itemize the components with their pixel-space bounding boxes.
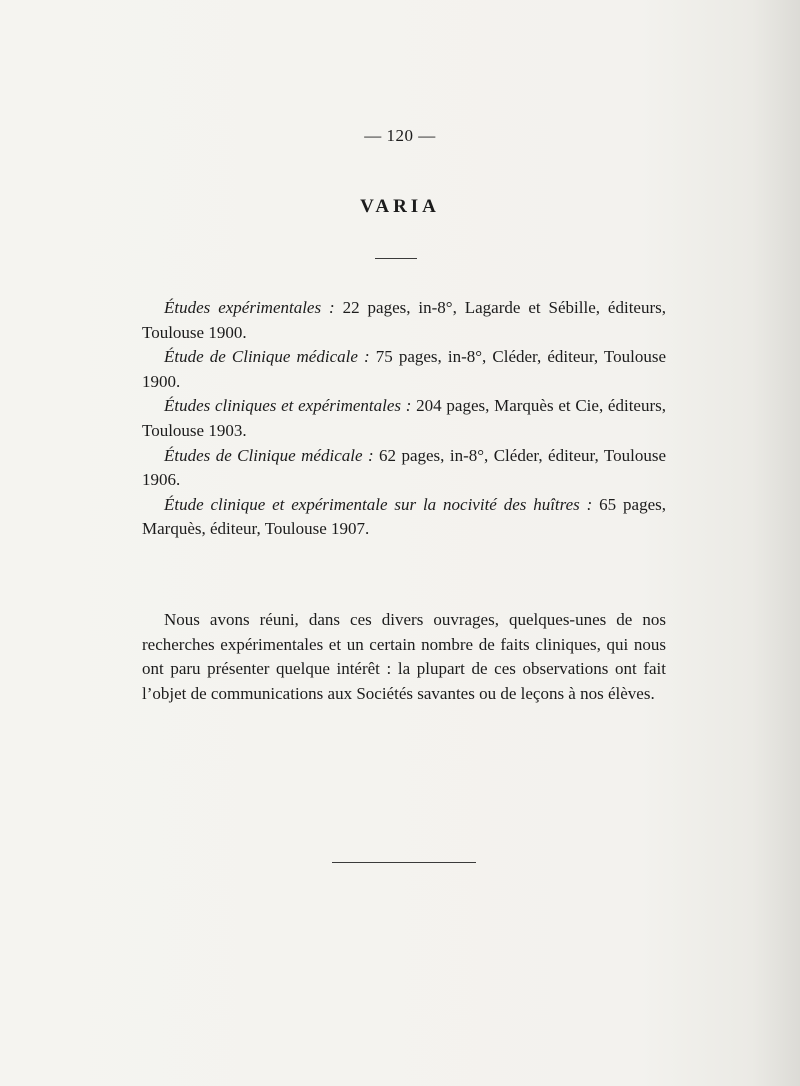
bibliography-entry-details: 75 pages, in-8°, Cléder, éditeur, Toulouse 1900. [142,347,666,391]
bibliography-entry-title: Études cliniques et expérimentales : [164,396,412,416]
bibliography-entry-details: 65 pages, Marquès, éditeur, Toulouse 1907. [142,494,666,539]
bibliography-entry [142,444,666,493]
bibliography-entry-title: Étude clinique et expérimentale sur la nocivité des huîtres : [164,494,593,514]
page-number: — 120 — [364,126,436,145]
body-paragraph: Nous avons réuni, dans ces divers ouvrages, quelques-unes de nos recherches expérimentales et un certain nombre de faits cliniques, qui nous ont paru présenter quelque intérêt : la plupart de ces observations ont fait l’objet de communications aux Sociétés savantes ou de leçons à nos élèves. [142,610,666,703]
bibliography-entry-details: 204 pages, Marquès et Cie, éditeurs, Toulouse 1903. [142,396,666,440]
bibliography-entry [142,493,666,542]
bibliography-entry [142,345,666,394]
bibliography-entry-title: Étude de Clinique médicale : [164,347,370,367]
bibliography-list [142,296,666,542]
bibliography-entry-details: 62 pages, in-8°, Cléder, éditeur, Toulouse 1906. [142,445,666,490]
bibliography-entry-title: Études expérimentales : [164,298,335,317]
title-divider [375,258,417,259]
bibliography-entry [142,296,666,345]
bibliography-entry [142,394,666,443]
section-title: VARIA [360,196,440,217]
bibliography-entry-title: Études de Clinique médicale : [164,445,374,465]
bibliography-entry-details: 22 pages, in-8°, Lagarde et Sébille, éditeurs, Toulouse 1900. [142,298,666,342]
closing-divider [332,862,476,863]
